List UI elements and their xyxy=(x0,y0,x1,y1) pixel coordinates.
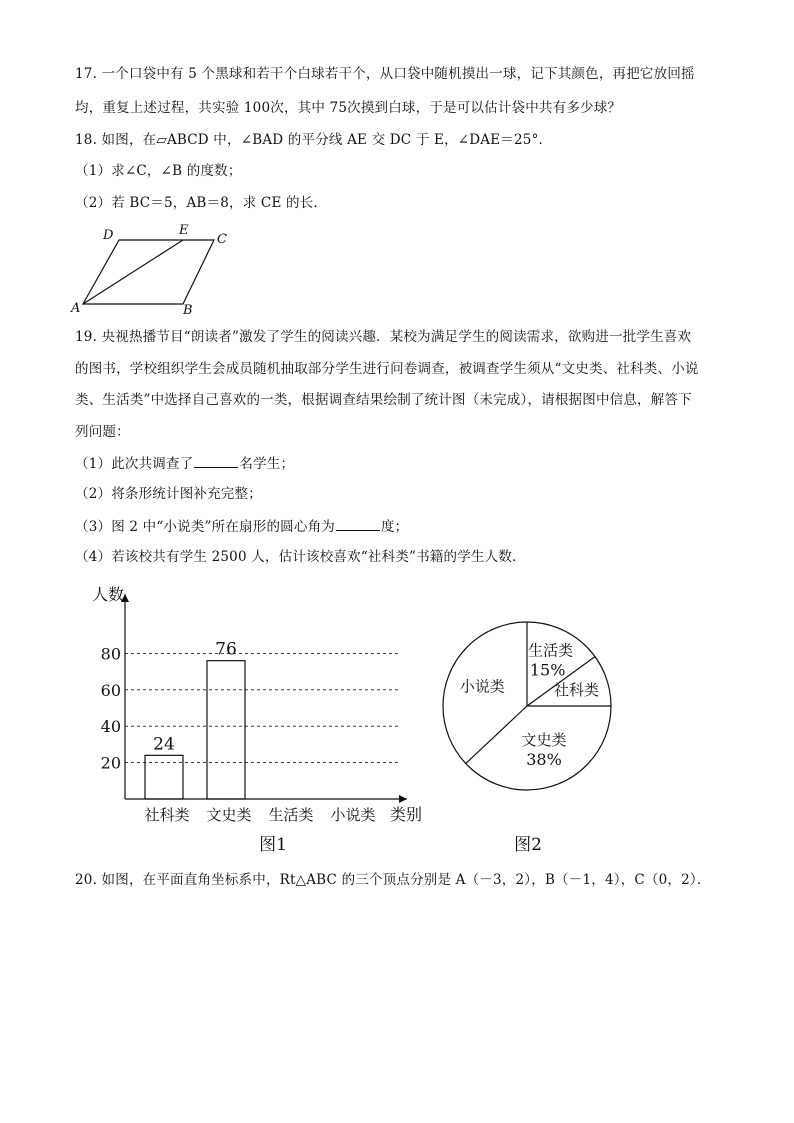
segment-ae xyxy=(83,240,183,304)
x-axis-label: 类别 xyxy=(390,805,423,824)
answer-blank-1[interactable] xyxy=(194,453,238,468)
x-tick-label: 小说类 xyxy=(330,806,376,824)
slice-percent: 15% xyxy=(529,660,566,680)
q17-line-2: 均，重复上述过程，共实验 100次，其中 75次摸到白球，于是可以估计袋中共有多少球？ xyxy=(75,100,622,116)
label-a: A xyxy=(71,301,81,316)
y-axis-label: 人数 xyxy=(92,585,125,604)
label-c: C xyxy=(217,232,227,247)
slice-label: 生活类 xyxy=(528,641,574,660)
q20-line-1: 20. 如图，在平面直角坐标系中，Rt△ABC 的三个顶点分别是 A（－3，2），B（－1，4），C（0，2）． xyxy=(75,872,711,888)
label-d: D xyxy=(103,228,114,243)
x-tick-label: 社科类 xyxy=(144,806,190,824)
q18-stem: 18. 如图，在▱ABCD 中，∠BAD 的平分线 AE 交 DC 于 E，∠DAE＝25°． xyxy=(75,132,553,148)
q19-part-2: （2）将条形统计图补充完整； xyxy=(75,486,262,502)
label-b: B xyxy=(183,303,193,317)
bar-chart-title: 图1 xyxy=(259,835,287,855)
slice-label: 文史类 xyxy=(521,730,567,749)
bar-社科类 xyxy=(145,755,183,799)
answer-blank-3[interactable] xyxy=(336,516,380,531)
data-label: 76 xyxy=(215,639,237,660)
q18-part-1: （1）求∠C，∠B 的度数； xyxy=(75,163,242,179)
q18-part-2: （2）若 BC＝5，AB＝8，求 CE 的长． xyxy=(75,195,328,211)
parallelogram-figure xyxy=(65,222,240,317)
slice-label: 社科类 xyxy=(554,680,600,699)
x-tick-label: 文史类 xyxy=(206,806,252,824)
q19-part-3-pre: （3）图 2 中“小说类”所在扇形的圆心角为 xyxy=(75,519,335,535)
data-label: 24 xyxy=(153,734,175,755)
y-tick-label: 40 xyxy=(100,717,121,737)
bar-chart xyxy=(80,582,440,862)
slice-percent: 38% xyxy=(526,749,562,769)
q19-part-1-pre: （1）此次共调查了 xyxy=(75,456,194,472)
x-axis-arrow xyxy=(399,795,407,803)
y-tick-label: 60 xyxy=(100,680,121,700)
slice-boundary xyxy=(466,706,527,764)
slice-label: 小说类 xyxy=(459,677,505,696)
y-tick-label: 20 xyxy=(100,753,121,773)
q19-line-4: 列问题： xyxy=(75,424,130,440)
parallelogram-abcd xyxy=(83,240,214,304)
q19-part-1 xyxy=(75,453,294,474)
pie-chart xyxy=(430,612,630,862)
q17-line-1: 17. 一个口袋中有 5 个黑球和若干个白球若干个，从口袋中随机摸出一球，记下其颜色，再把它放回摇 xyxy=(75,66,695,82)
pie-chart-title: 图2 xyxy=(514,835,542,855)
q19-part-3 xyxy=(75,516,408,537)
y-tick-label: 80 xyxy=(100,644,121,664)
x-tick-label: 生活类 xyxy=(268,806,314,824)
bar-文史类 xyxy=(207,661,245,799)
q19-line-2: 的图书，学校组织学生会成员随机抽取部分学生进行问卷调查，被调查学生须从“文史类、社科类、小说 xyxy=(75,361,699,377)
q19-part-1-post: 名学生； xyxy=(239,456,295,472)
q19-line-1: 19. 央视热播节目“朗读者”激发了学生的阅读兴趣．某校为满足学生的阅读需求，欲购进一批学生喜欢 xyxy=(75,329,692,345)
q19-part-4: （4）若该校共有学生 2500 人，估计该校喜欢“社科类”书籍的学生人数． xyxy=(75,549,526,565)
label-e: E xyxy=(179,223,189,238)
q19-line-3: 类、生活类”中选择自己喜欢的一类，根据调查结果绘制了统计图（未完成），请根据图中信息，解答下 xyxy=(75,392,692,408)
q19-part-3-post: 度； xyxy=(380,519,409,535)
